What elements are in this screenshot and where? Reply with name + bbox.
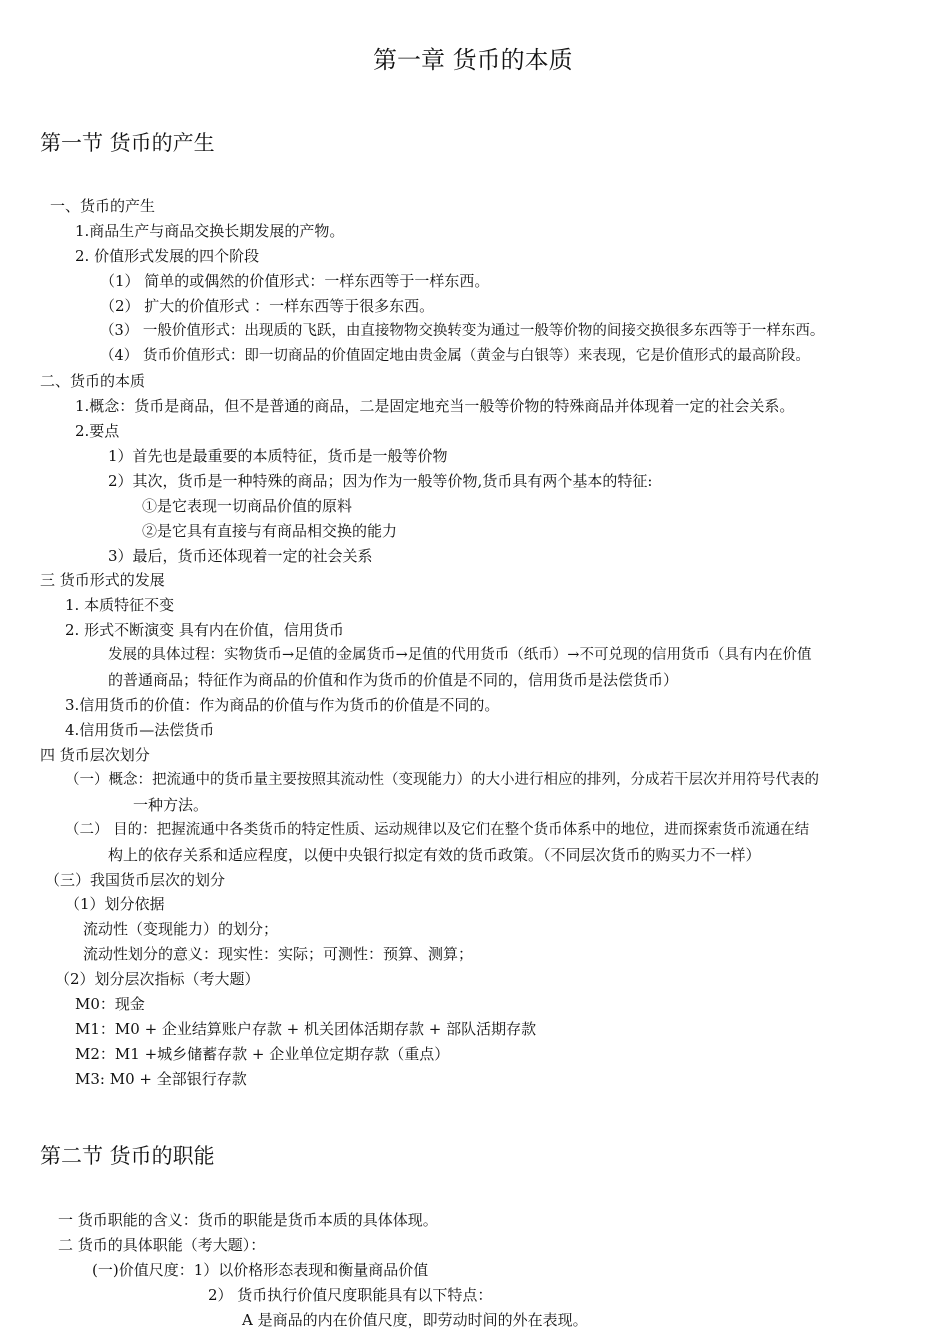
text-line: 二、货币的本质 [40,372,146,390]
chapter-title: 第一章 货币的本质 [373,46,573,74]
text-line: M2：M1 +城乡储蓄存款 + 企业单位定期存款（重点） [75,1045,450,1063]
text-line: （二） 目的：把握流通中各类货币的特定性质、运动规律以及它们在整个货币体系中的地位，进而探索货币流通在结 [65,822,810,838]
text-line: 三 货币形式的发展 [40,571,165,589]
text-line: （2）划分层次指标（考大题） [55,970,260,988]
text-line: ①是它表现一切商品价值的原料 [142,497,353,515]
text-line: 流动性划分的意义：现实性：实际；可测性：预算、测算； [83,945,474,963]
text-line: 2. 形式不断演变 具有内在价值，信用货币 [65,621,344,639]
text-line: （1） 简单的或偶然的价值形式：一样东西等于一样东西。 [100,272,490,290]
text-line: 一种方法。 [133,796,209,814]
text-line: 3.信用货币的价值：作为商品的价值与作为货币的价值是不同的。 [65,696,500,714]
text-line: 2.要点 [75,422,120,440]
text-line: 1）首先也是最重要的本质特征，货币是一般等价物 [108,447,448,465]
text-line: 2） 货币执行价值尺度职能具有以下特点： [208,1286,493,1304]
text-line: 发展的具体过程：实物货币→足值的金属货币→足值的代用货币（纸币）→不可兑现的信用货币（具有内在价值 [108,647,812,663]
text-line: （一）概念：把流通中的货币量主要按照其流动性（变现能力）的大小进行相应的排列，分成若干层次并用符号代表的 [65,772,819,788]
text-line: 四 货币层次划分 [40,746,150,764]
text-line: 一、货币的产生 [50,197,156,215]
text-line: M0：现金 [75,995,145,1013]
text-line: A 是商品的内在价值尺度，即劳动时间的外在表现。 [242,1311,588,1329]
text-line: 1. 本质特征不变 [65,596,175,614]
text-line: ②是它具有直接与有商品相交换的能力 [142,522,398,540]
text-line: 二 货币的具体职能（考大题）： [58,1236,266,1254]
text-line: M3: M0 + 全部银行存款 [75,1070,247,1088]
text-line: 一 货币职能的含义：货币的职能是货币本质的具体体现。 [58,1211,438,1229]
text-line: 2）其次，货币是一种特殊的商品；因为作为一般等价物,货币具有两个基本的特征: [108,472,653,490]
text-line: 流动性（变现能力）的划分； [83,920,279,938]
text-line: （1）划分依据 [65,895,165,913]
text-line: 的普通商品；特征作为商品的价值和作为货币的价值是不同的，信用货币是法偿货币） [108,671,679,689]
text-line: 1.概念：货币是商品，但不是普通的商品，二是固定地充当一般等价物的特殊商品并体现着一定的社会关系。 [75,397,795,415]
text-line: （三）我国货币层次的划分 [45,871,226,889]
text-line: 1.商品生产与商品交换长期发展的产物。 [75,222,345,240]
text-line: （3） 一般价值形式：出现质的飞跃，由直接物物交换转变为通过一般等价物的间接交换很多东西等于一样东西。 [100,323,825,339]
text-line: 2. 价值形式发展的四个阶段 [75,247,260,265]
text-line: （4） 货币价值形式：即一切商品的价值固定地由贵金属（黄金与白银等）来表现，它是价值形式的最高阶段。 [100,348,810,364]
text-line: (一)价值尺度：1）以价格形态表现和衡量商品价值 [92,1261,429,1279]
text-line: 4.信用货币—法偿货币 [65,721,215,739]
section-heading-2: 第二节 货币的职能 [40,1144,215,1168]
section-heading-1: 第一节 货币的产生 [40,131,215,155]
text-line: 3）最后，货币还体现着一定的社会关系 [108,547,373,565]
text-line: 构上的依存关系和适应程度，以便中央银行拟定有效的货币政策。（不同层次货币的购买力不一样） [108,846,761,864]
text-line: （2） 扩大的价值形式 ：一样东西等于很多东西。 [100,297,435,315]
text-line: M1：M0 + 企业结算账户存款 + 机关团体活期存款 + 部队活期存款 [75,1020,537,1038]
